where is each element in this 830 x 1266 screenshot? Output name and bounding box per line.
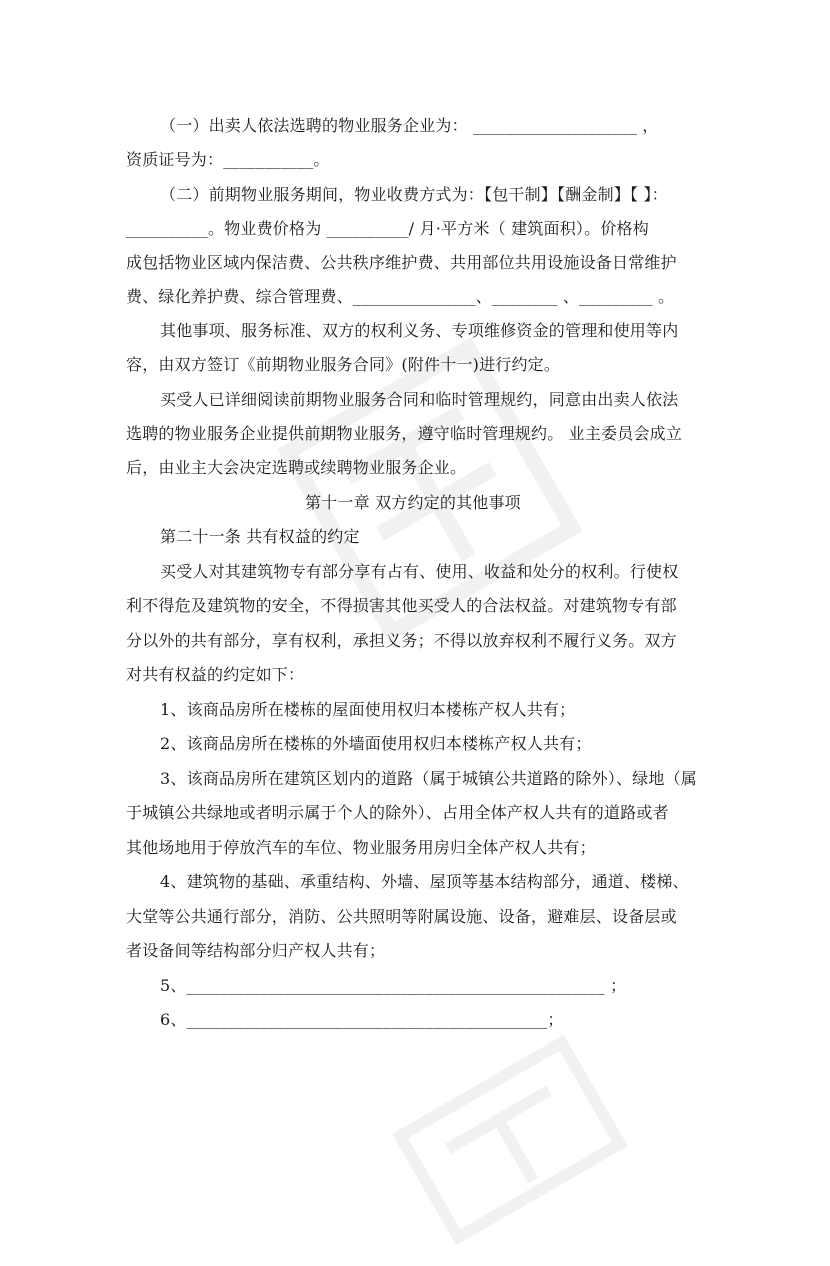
paragraph-ownership-rights: 买受人对其建筑物专有部分享有占有、使用、收益和处分的权利。行使权 (160, 562, 679, 581)
list-item-3-cont2: 其他场地用于停放汽车的车位、物业服务用房归全体产权人共有； (126, 838, 596, 857)
paragraph-ownership-rights-cont2: 分以外的共有部分，享有权利，承担义务；不得以放弃权利不履行义务。双方 (126, 631, 677, 650)
paragraph-ownership-rights-cont1: 利不得危及建筑物的安全，不得损害其他买受人的合法权益。对建筑物专有部 (126, 596, 677, 615)
paragraph-buyer-acknowledgement: 买受人已详细阅读前期物业服务合同和临时管理规约，同意由出卖人依法 (160, 390, 679, 409)
clause-qualification-number: 资质证号为：___________。 (126, 150, 330, 169)
paragraph-ownership-rights-end: 对共有权益的约定如下： (126, 665, 305, 684)
list-item-3: 3、该商品房所在建筑区划内的道路（属于城镇公共道路的除外）、绿地（属 (160, 769, 697, 788)
paragraph-other-matters-cont: 容，由双方签订《前期物业服务合同》(附件十一)进行约定。 (126, 355, 561, 374)
chapter-heading: 第十一章 双方约定的其他事项 (305, 493, 521, 512)
list-item-2: 2、该商品房所在楼栋的外墙面使用权归本楼栋产权人共有； (160, 734, 592, 753)
paragraph-buyer-acknowledgement-cont: 选聘的物业服务企业提供前期物业服务，遵守临时管理规约。 业主委员会成立 (126, 424, 683, 443)
clause-fee-price: __________。物业费价格为 __________/ 月·平方米（ 建筑面积）。价格构 (126, 219, 649, 238)
article-heading: 第二十一条 共有权益的约定 (160, 527, 360, 546)
paragraph-buyer-acknowledgement-end: 后，由业主大会决定选聘或续聘物业服务企业。 (126, 458, 467, 477)
paragraph-other-matters: 其他事项、服务标准、双方的权利义务、专项维修资金的管理和使用等内 (160, 321, 679, 340)
list-item-4: 4、建筑物的基础、承重结构、外墙、屋顶等基本结构部分，通道、楼梯、 (160, 872, 689, 891)
clause-fee-method: （二）前期物业服务期间，物业收费方式为：【包干制】【酬金制】【 】： (160, 185, 668, 204)
clause-price-composition-cont: 费、绿化养护费、综合管理费、_______________、________ 、_________ 。 (126, 287, 675, 306)
watermark-logo-bottom (362, 1014, 657, 1265)
list-item-3-cont1: 于城镇公共绿地或者明示属于个人的除外）、占用全体产权人共有的道路或者 (126, 803, 669, 822)
list-item-5: 5、___________________________________________________ ； (160, 976, 627, 995)
list-item-4-cont2: 者设备间等结构部分归产权人共有； (126, 941, 386, 960)
list-item-4-cont1: 大堂等公共通行部分，消防、公共照明等附属设施、设备，避难层、设备层或 (126, 907, 677, 926)
clause-property-company: （一）出卖人依法选聘的物业服务企业为： ____________________ ， (160, 116, 659, 135)
list-item-6: 6、____________________________________________； (160, 1010, 564, 1029)
list-item-1: 1、该商品房所在楼栋的屋面使用权归本楼栋产权人共有； (160, 700, 576, 719)
clause-price-composition: 成包括物业区域内保洁费、公共秩序维护费、共用部位共用设施设备日常维护 (126, 253, 677, 272)
